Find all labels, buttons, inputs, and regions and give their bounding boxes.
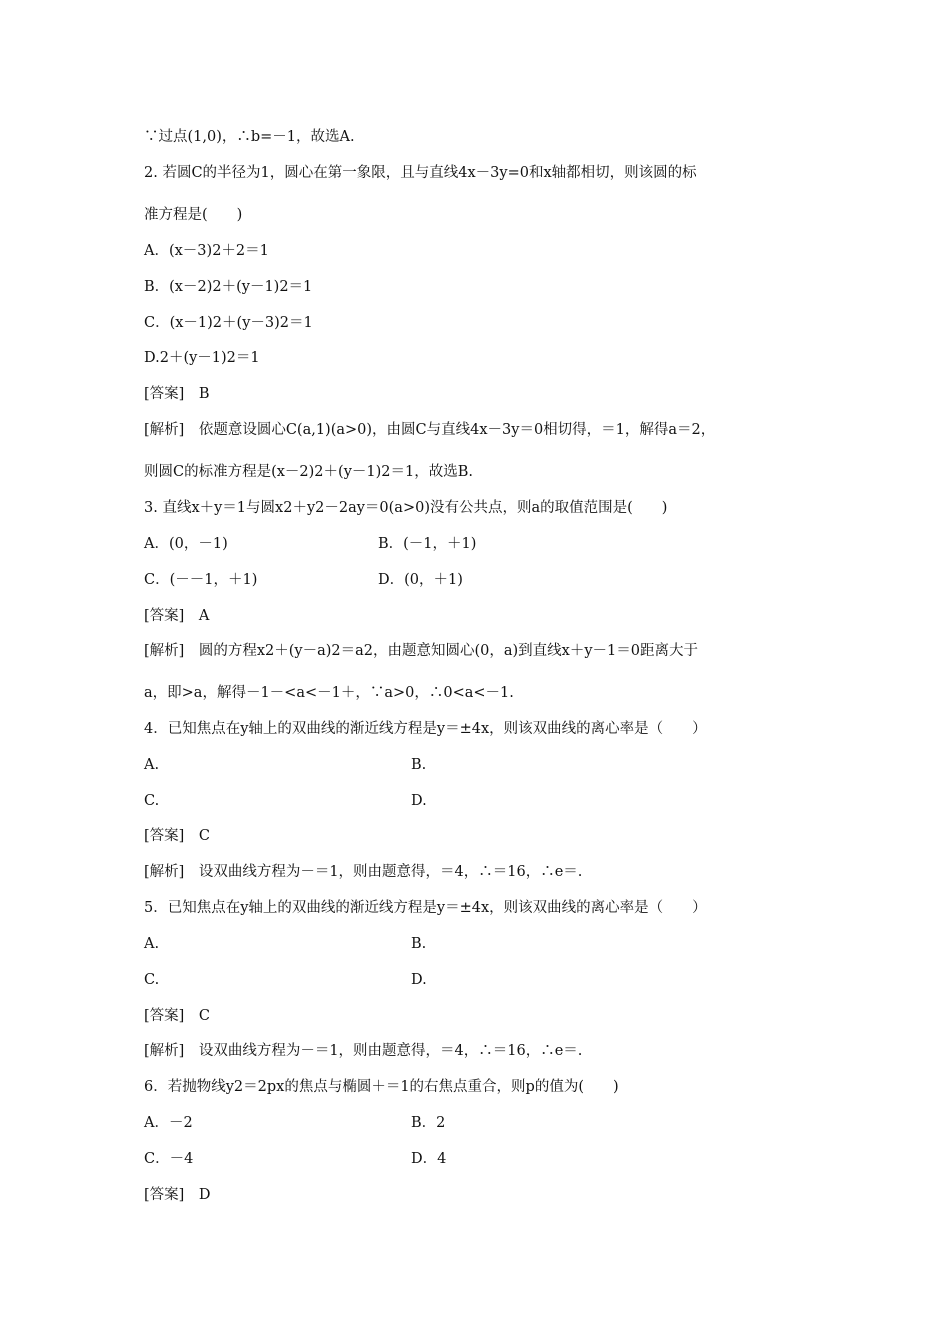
option-a: A．－2 [144, 1115, 193, 1131]
option-a: A. [144, 757, 160, 773]
option-c: C．(x－1)2＋(y－3)2＝1 [144, 315, 313, 331]
analysis: [解析] 设双曲线方程为－＝1，则由题意得，＝4，∴＝16，∴e＝. [144, 864, 583, 880]
option-b: B. [411, 936, 427, 952]
option-a: A．(0，－1) [144, 536, 228, 552]
option-a: A. [144, 936, 160, 952]
option-b: B．2 [411, 1115, 446, 1131]
question-6: 6．若抛物线y2＝2px的焦点与椭圆＋＝1的右焦点重合，则p的值为( ) [144, 1079, 619, 1095]
answer: [答案] C [144, 1008, 210, 1024]
question-5: 5．已知焦点在y轴上的双曲线的渐近线方程是y＝±4x，则该双曲线的离心率是（ ） [144, 900, 707, 916]
option-a: A．(x－3)2＋2＝1 [144, 243, 269, 259]
option-d: D. [411, 793, 427, 809]
text-line: ∵过点(1,0)，∴b=－1，故选A. [144, 129, 355, 145]
option-b: B．(x－2)2＋(y－1)2＝1 [144, 279, 313, 295]
question-3: 3. 直线x＋y＝1与圆x2＋y2－2ay＝0(a>0)没有公共点，则a的取值范围是( ) [144, 500, 668, 516]
option-d: D.2＋(y－1)2＝1 [144, 350, 260, 366]
answer: [答案] A [144, 608, 210, 624]
option-c: C．－4 [144, 1151, 194, 1167]
question-2: 2. 若圆C的半径为1，圆心在第一象限，且与直线4x－3y=0和x轴都相切，则该圆的标 [144, 165, 697, 181]
option-c: C. [144, 972, 160, 988]
analysis: [解析] 圆的方程x2＋(y－a)2＝a2，由题意知圆心(0，a)到直线x＋y－1＝0距离大于 [144, 643, 698, 659]
text-line: 则圆C的标准方程是(x－2)2＋(y－1)2＝1，故选B. [144, 464, 473, 480]
option-d: D．4 [411, 1151, 447, 1167]
option-d: D. [411, 972, 427, 988]
option-c: C. [144, 793, 160, 809]
analysis: [解析] 设双曲线方程为－＝1，则由题意得，＝4，∴＝16，∴e＝. [144, 1043, 583, 1059]
option-b: B．(－1，＋1) [378, 536, 477, 552]
question-4: 4．已知焦点在y轴上的双曲线的渐近线方程是y＝±4x，则该双曲线的离心率是（ ） [144, 721, 707, 737]
answer: [答案] D [144, 1187, 211, 1203]
option-c: C．(－－1，＋1) [144, 572, 258, 588]
text-line: a，即>a，解得－1－<a<－1＋，∵a>0，∴0<a<－1. [144, 685, 514, 701]
option-b: B. [411, 757, 427, 773]
text-line: 准方程是( ) [144, 207, 243, 223]
answer: [答案] B [144, 386, 210, 402]
answer: [答案] C [144, 828, 210, 844]
analysis: [解析] 依题意设圆心C(a,1)(a>0)，由圆C与直线4x－3y＝0相切得，＝1，解得a＝2， [144, 422, 716, 438]
option-d: D．(0，＋1) [378, 572, 463, 588]
